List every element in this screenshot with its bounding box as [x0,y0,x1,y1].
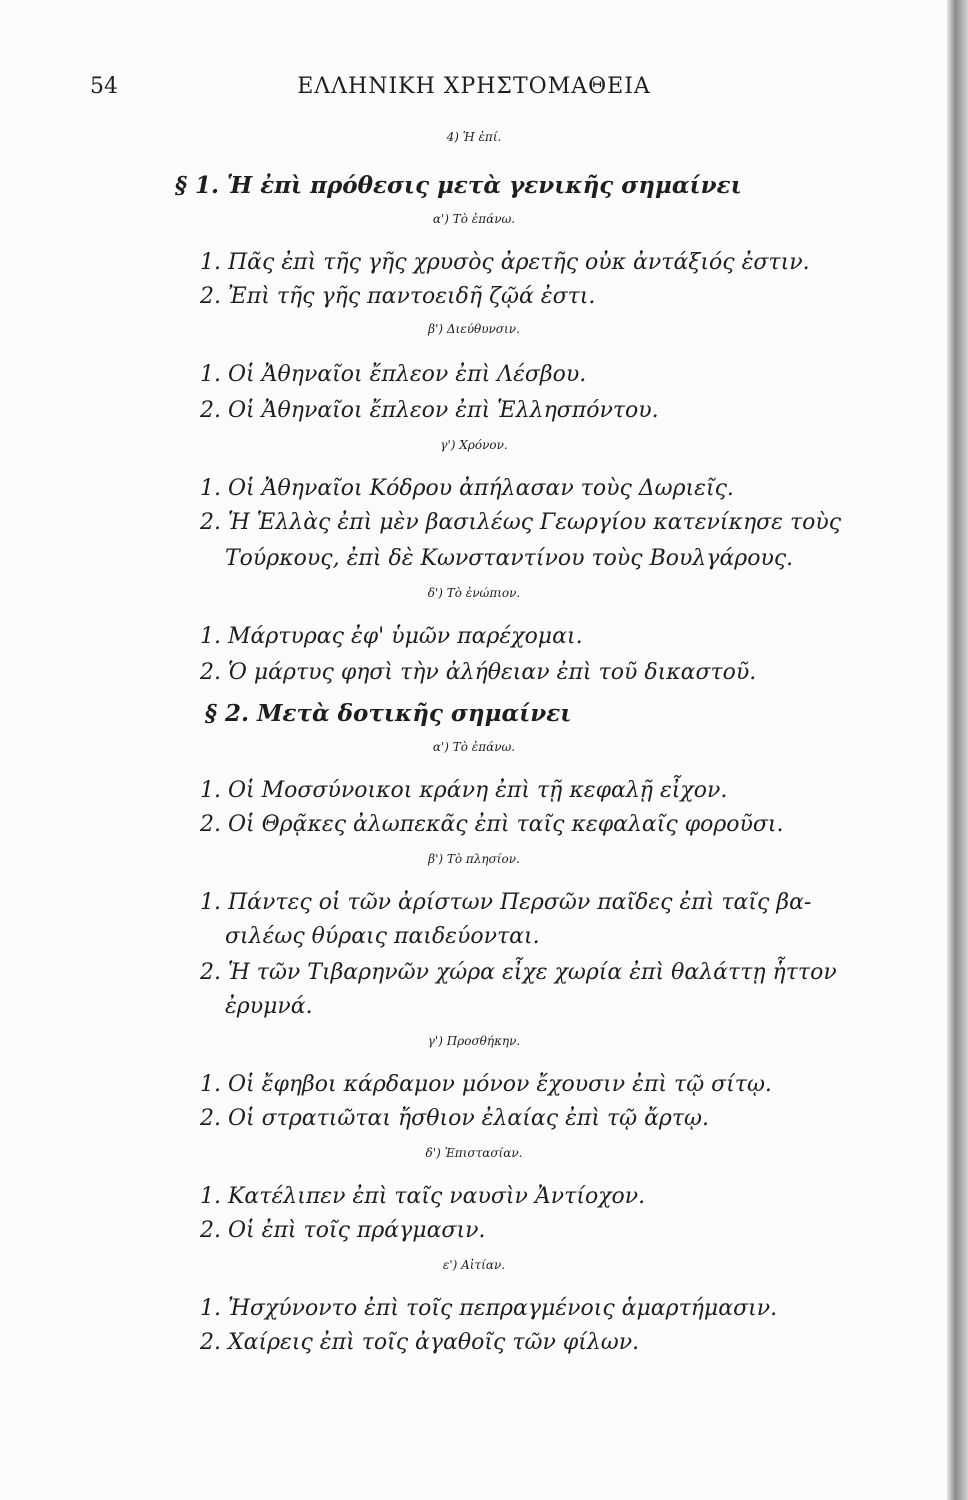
example-line: 2. Οἱ ἐπὶ τοῖς πράγμασιν. [200,1218,486,1243]
example-line: 1. Πᾶς ἐπὶ τῆς γῆς χρυσὸς ἀρετῆς οὐκ ἀντάξιός ἐστιν. [200,250,810,275]
subsection-title: δ') Τὸ ἐνώπιον. [427,586,521,600]
example-line: Τούρκους, ἐπὶ δὲ Κωνσταντίνου τοὺς Βουλγάρους. [225,546,794,571]
example-line: 1. Κατέλιπεν ἐπὶ ταῖς ναυσὶν Ἀντίοχον. [200,1184,646,1209]
example-line: 1. Μάρτυρας ἐφ' ὑμῶν παρέχομαι. [200,624,583,649]
section-1-heading: § 1. Ἡ ἐπὶ πρόθεσις μετὰ γενικῆς σημαίνει [175,172,742,199]
example-line: 2. Χαίρεις ἐπὶ τοῖς ἀγαθοῖς τῶν φίλων. [200,1330,640,1355]
example-line: 2. Οἱ Θρᾷκες ἀλωπεκᾶς ἐπὶ ταῖς κεφαλαῖς φοροῦσι. [200,812,784,837]
example-line: 2. Οἱ Ἀθηναῖοι ἔπλεον ἐπὶ Ἑλλησπόντου. [200,398,659,423]
example-line: 1. Πάντες οἱ τῶν ἀρίστων Περσῶν παῖδες ἐπὶ ταῖς βα- [200,890,812,915]
example-line: 1. Οἱ Ἀθηναῖοι Κόδρου ἀπήλασαν τοὺς Δωριεῖς. [200,476,734,501]
example-line: 2. Ἡ τῶν Τιβαρηνῶν χώρα εἶχε χωρία ἐπὶ θαλάττῃ ἧττον [200,960,837,985]
example-line: 2. Ἡ Ἑλλὰς ἐπὶ μὲν βασιλέως Γεωργίου κατενίκησε τοὺς [200,510,842,535]
example-line: 2. Οἱ στρατιῶται ἤσθιον ἐλαίας ἐπὶ τῷ ἄρτῳ. [200,1106,709,1131]
subsection-title: α') Τὸ ἐπάνω. [432,740,516,754]
example-line: ἐρυμνά. [225,994,313,1019]
section-2-heading: § 2. Μετὰ δοτικῆς σημαίνει [205,700,572,727]
page-header [0,70,968,110]
subsection-title: ε') Αἰτίαν. [442,1258,506,1272]
subsection-title: β') Τὸ πλησίον. [428,852,520,866]
subsection-title: γ') Χρόνον. [440,438,508,452]
example-line: 1. Οἱ Μοσσύνοικοι κράνη ἐπὶ τῇ κεφαλῇ εἶχον. [200,778,728,803]
subsection-title: γ') Προσθήκην. [427,1034,521,1048]
example-line: 1. Οἱ Ἀθηναῖοι ἔπλεον ἐπὶ Λέσβου. [200,362,587,387]
running-title: ΕΛΛΗΝΙΚΗ ΧΡΗΣΤΟΜΑΘΕΙΑ [297,74,651,99]
example-line: 1. Ἠσχύνοντο ἐπὶ τοῖς πεπραγμένοις ἁμαρτήμασιν. [200,1296,778,1321]
example-line: σιλέως θύραις παιδεύονται. [225,924,540,949]
subsection-title: β') Διεύθυνσιν. [428,322,520,336]
subsection-title: α') Τὸ ἐπάνω. [432,212,516,226]
book-spine-shadow [947,0,968,1500]
example-line: 1. Οἱ ἔφηβοι κάρδαμον μόνον ἔχουσιν ἐπὶ τῷ σίτῳ. [200,1072,772,1097]
page-number: 54 [90,74,118,99]
chapter-title: 4) Ἡ ἐπί. [446,130,502,144]
subsection-title: δ') Ἐπιστασίαν. [425,1146,523,1160]
example-line: 2. Ἐπὶ τῆς γῆς παντοειδῆ ζῷά ἐστι. [200,284,596,309]
example-line: 2. Ὁ μάρτυς φησὶ τὴν ἀλήθειαν ἐπὶ τοῦ δικαστοῦ. [200,660,757,685]
